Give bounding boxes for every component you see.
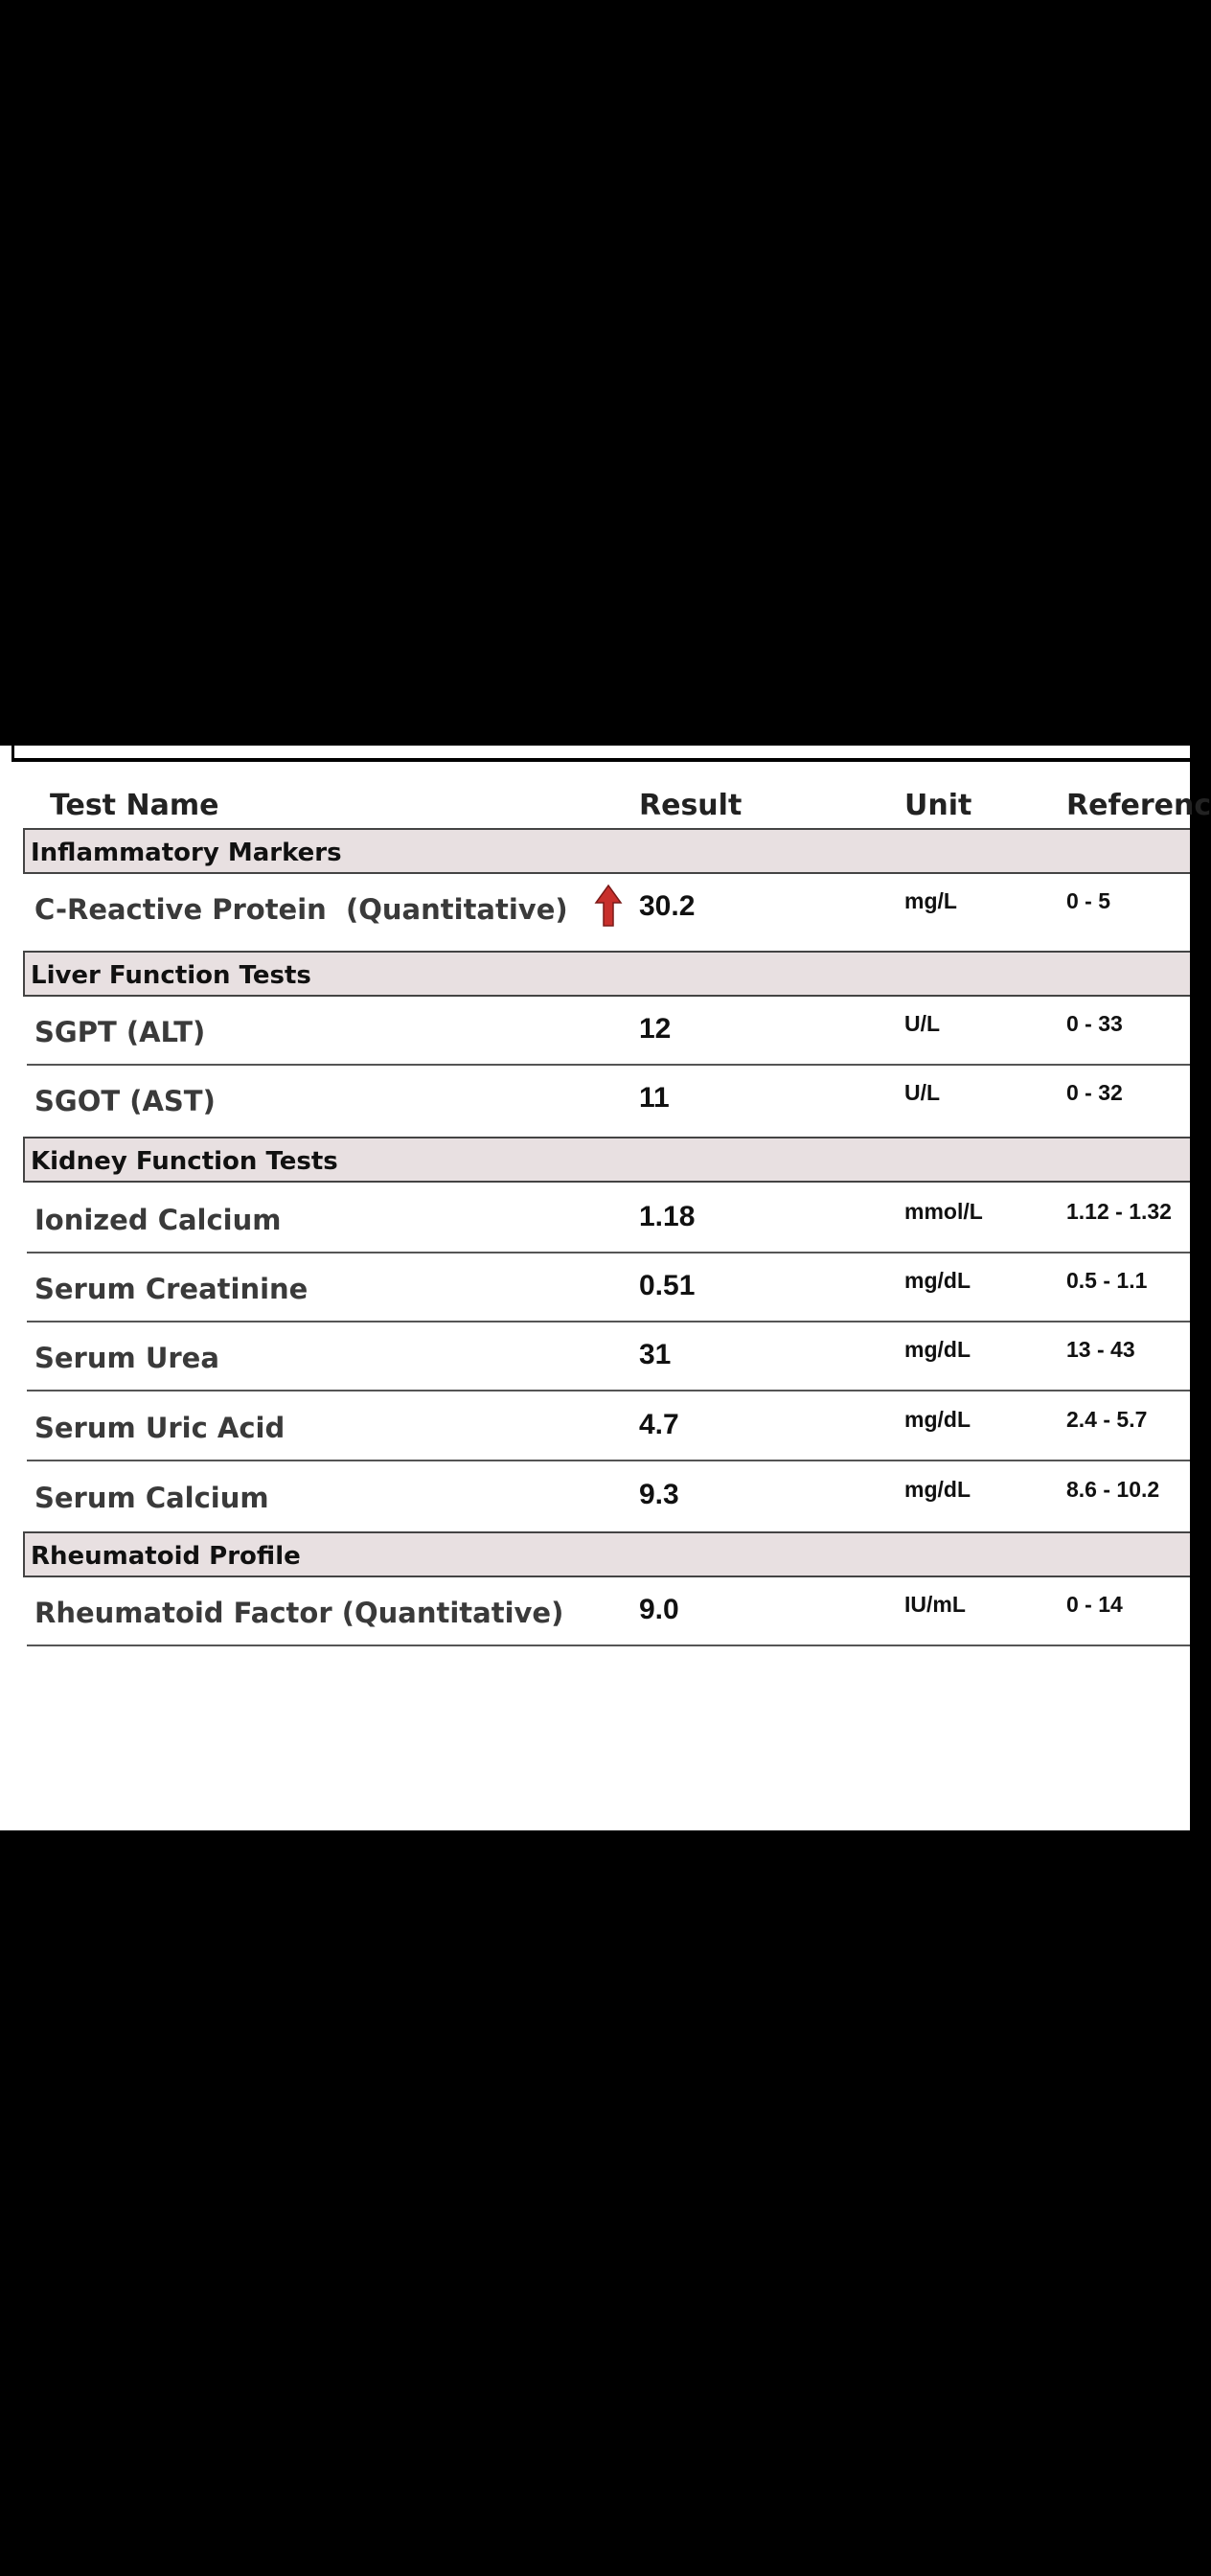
table-row: [0, 1066, 1190, 1135]
test-name: Serum Uric Acid: [34, 1412, 286, 1444]
test-result: 11: [639, 1082, 670, 1114]
test-unit: mg/dL: [904, 1337, 971, 1362]
test-result: 4.7: [639, 1409, 679, 1440]
header-reference: Referenc: [1066, 789, 1211, 822]
section-liver-function-tests: [23, 951, 1190, 997]
test-unit: mg/L: [904, 888, 957, 913]
header-test-name: Test Name: [50, 789, 219, 822]
test-reference: 0 - 5: [1066, 888, 1111, 913]
table-row: [0, 1184, 1190, 1254]
row-divider: [27, 1390, 1190, 1392]
bottom-black-area: [0, 1830, 1190, 2576]
test-reference: 2.4 - 5.7: [1066, 1407, 1148, 1432]
section-title: Liver Function Tests: [31, 961, 311, 990]
test-name: SGPT (ALT): [34, 1016, 206, 1048]
header-result: Result: [639, 789, 743, 822]
row-divider: [27, 1644, 1190, 1646]
test-result: 30.2: [639, 890, 696, 922]
test-unit: mg/dL: [904, 1477, 971, 1502]
test-name: Rheumatoid Factor (Quantitative): [34, 1597, 564, 1629]
section-title: Rheumatoid Profile: [31, 1542, 301, 1571]
test-reference: 1.12 - 1.32: [1066, 1199, 1172, 1224]
test-unit: mg/dL: [904, 1268, 971, 1293]
test-name: C-Reactive Protein (Quantitative): [34, 893, 568, 926]
table-row: [0, 1577, 1190, 1646]
section-inflammatory-markers: [23, 828, 1190, 874]
test-name: Ionized Calcium: [34, 1204, 282, 1236]
test-unit: IU/mL: [904, 1592, 966, 1617]
test-name: Serum Urea: [34, 1342, 219, 1374]
lab-report: [0, 746, 1211, 1830]
test-unit: mmol/L: [904, 1199, 983, 1224]
header-unit: Unit: [904, 789, 972, 822]
table-header: [0, 762, 1211, 823]
section-kidney-function-tests: [23, 1137, 1190, 1183]
table-row: [0, 1322, 1190, 1392]
test-result: 0.51: [639, 1270, 696, 1301]
test-unit: mg/dL: [904, 1407, 971, 1432]
test-reference: 0.5 - 1.1: [1066, 1268, 1148, 1293]
high-arrow-icon: [594, 884, 623, 928]
test-result: 1.18: [639, 1201, 696, 1232]
test-result: 12: [639, 1013, 672, 1045]
test-reference: 0 - 32: [1066, 1080, 1123, 1105]
test-result: 31: [639, 1339, 672, 1370]
section-title: Inflammatory Markers: [31, 839, 342, 867]
test-name: SGOT (AST): [34, 1085, 216, 1117]
test-reference: 0 - 14: [1066, 1592, 1123, 1617]
test-reference: 13 - 43: [1066, 1337, 1135, 1362]
row-divider: [27, 1460, 1190, 1461]
table-row: [0, 997, 1190, 1066]
section-title: Kidney Function Tests: [31, 1147, 338, 1176]
table-row: [0, 1462, 1190, 1531]
test-name: Serum Calcium: [34, 1482, 269, 1514]
test-reference: 8.6 - 10.2: [1066, 1477, 1160, 1502]
test-reference: 0 - 33: [1066, 1011, 1123, 1036]
table-row: [0, 874, 1190, 943]
test-result: 9.0: [639, 1594, 679, 1625]
test-name: Serum Creatinine: [34, 1273, 308, 1305]
table-row: [0, 1392, 1190, 1461]
section-rheumatoid-profile: [23, 1531, 1190, 1577]
table-row: [0, 1254, 1190, 1322]
test-result: 9.3: [639, 1479, 679, 1510]
test-unit: U/L: [904, 1080, 941, 1105]
test-unit: U/L: [904, 1011, 941, 1036]
top-black-area: [0, 0, 1190, 746]
